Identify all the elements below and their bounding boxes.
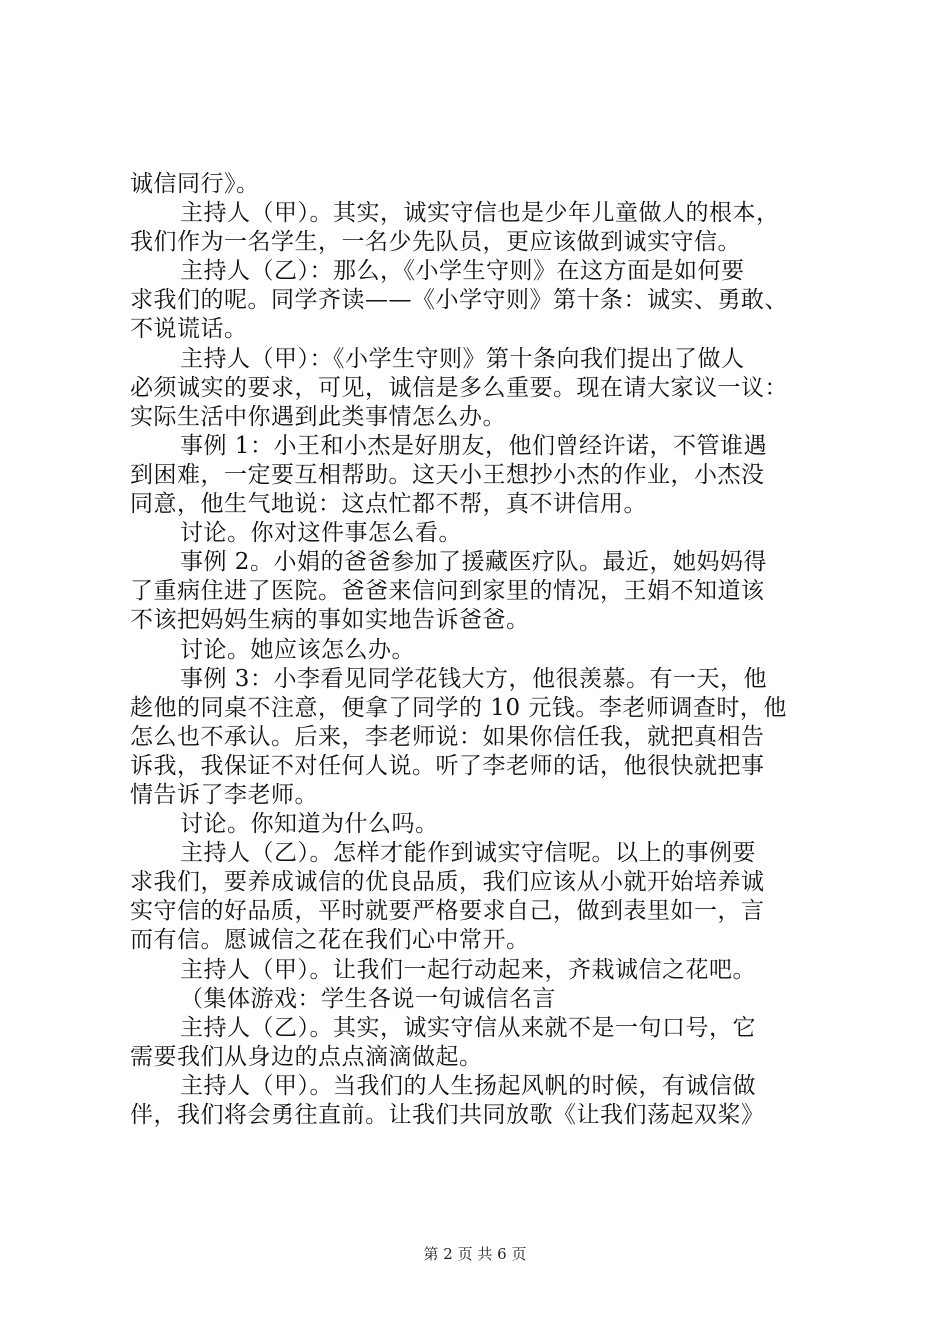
text-line: 主持人（甲）。其实，诚实守信也是少年儿童做人的根本， (180, 200, 780, 227)
page-footer: 第 2 页 共 6 页 (423, 1245, 527, 1263)
text-line: 主持人（甲）。让我们一起行动起来，齐栽诚信之花吧。 (180, 956, 756, 983)
text-line: 而有信。愿诚信之花在我们心中常开。 (130, 927, 530, 954)
text-line: 主持人（乙）。怎样才能作到诚实守信呢。以上的事例要 (180, 840, 756, 867)
text-line: 讨论。她应该怎么办。 (180, 636, 415, 663)
text-line: 实际生活中你遇到此类事情怎么办。 (130, 403, 506, 430)
text-line: 实守信的好品质，平时就要严格要求自己，做到表里如一，言 (130, 898, 765, 925)
text-line: （集体游戏：学生各说一句诚信名言 (180, 985, 556, 1012)
text-line: 诚信同行》。 (130, 171, 260, 197)
text-line: 不该把妈妈生病的事如实地告诉爸爸。 (130, 607, 530, 634)
text-line: 主持人（甲）。当我们的人生扬起风帆的时候，有诚信做 (180, 1072, 756, 1099)
text-line: 求我们的呢。同学齐读——《小学守则》第十条：诚实、勇敢、 (130, 287, 788, 314)
text-line: 必须诚实的要求，可见，诚信是多么重要。现在请大家议一议： (130, 374, 788, 401)
text-line: 需要我们从身边的点点滴滴做起。 (130, 1043, 483, 1070)
text-line: 事例 3：小李看见同学花钱大方，他很羡慕。有一天，他 (180, 665, 767, 692)
text-line: 了重病住进了医院。爸爸来信问到家里的情况，王娟不知道该 (130, 578, 765, 605)
text-line: 事例 1：小王和小杰是好朋友，他们曾经许诺，不管谁遇 (180, 432, 767, 459)
text-line: 主持人（甲）：《小学生守则》第十条向我们提出了做人 (180, 345, 745, 372)
document-body (130, 170, 830, 1130)
text-line: 同意，他生气地说：这点忙都不帮，真不讲信用。 (130, 491, 647, 518)
text-line: 讨论。你知道为什么吗。 (180, 811, 439, 838)
text-line: 到困难，一定要互相帮助。这天小王想抄小杰的作业，小杰没 (130, 461, 765, 488)
text-line: 伴，我们将会勇往直前。让我们共同放歌《让我们荡起双桨》 (130, 1102, 765, 1128)
text-line: 怎么也不承认。后来，李老师说：如果你信任我，就把真相告 (130, 723, 765, 750)
text-line: 讨论。你对这件事怎么看。 (180, 520, 462, 547)
text-line: 诉我，我保证不对任何人说。听了李老师的话，他很快就把事 (130, 752, 765, 779)
text-line: 我们作为一名学生，一名少先队员，更应该做到诚实守信。 (130, 229, 741, 256)
text-line: 情告诉了李老师。 (130, 781, 318, 808)
text-line: 不说谎话。 (130, 316, 248, 343)
text-line: 主持人（乙）：那么，《小学生守则》在这方面是如何要 (180, 258, 745, 285)
text-line: 趁他的同桌不注意，便拿了同学的 10 元钱。李老师调查时，他 (130, 694, 787, 721)
text-line: 求我们，要养成诚信的优良品质，我们应该从小就开始培养诚 (130, 869, 765, 896)
text-line: 主持人（乙）。其实，诚实守信从来就不是一句口号，它 (180, 1014, 756, 1041)
text-line: 事例 2。小娟的爸爸参加了援藏医疗队。最近，她妈妈得 (180, 549, 767, 576)
